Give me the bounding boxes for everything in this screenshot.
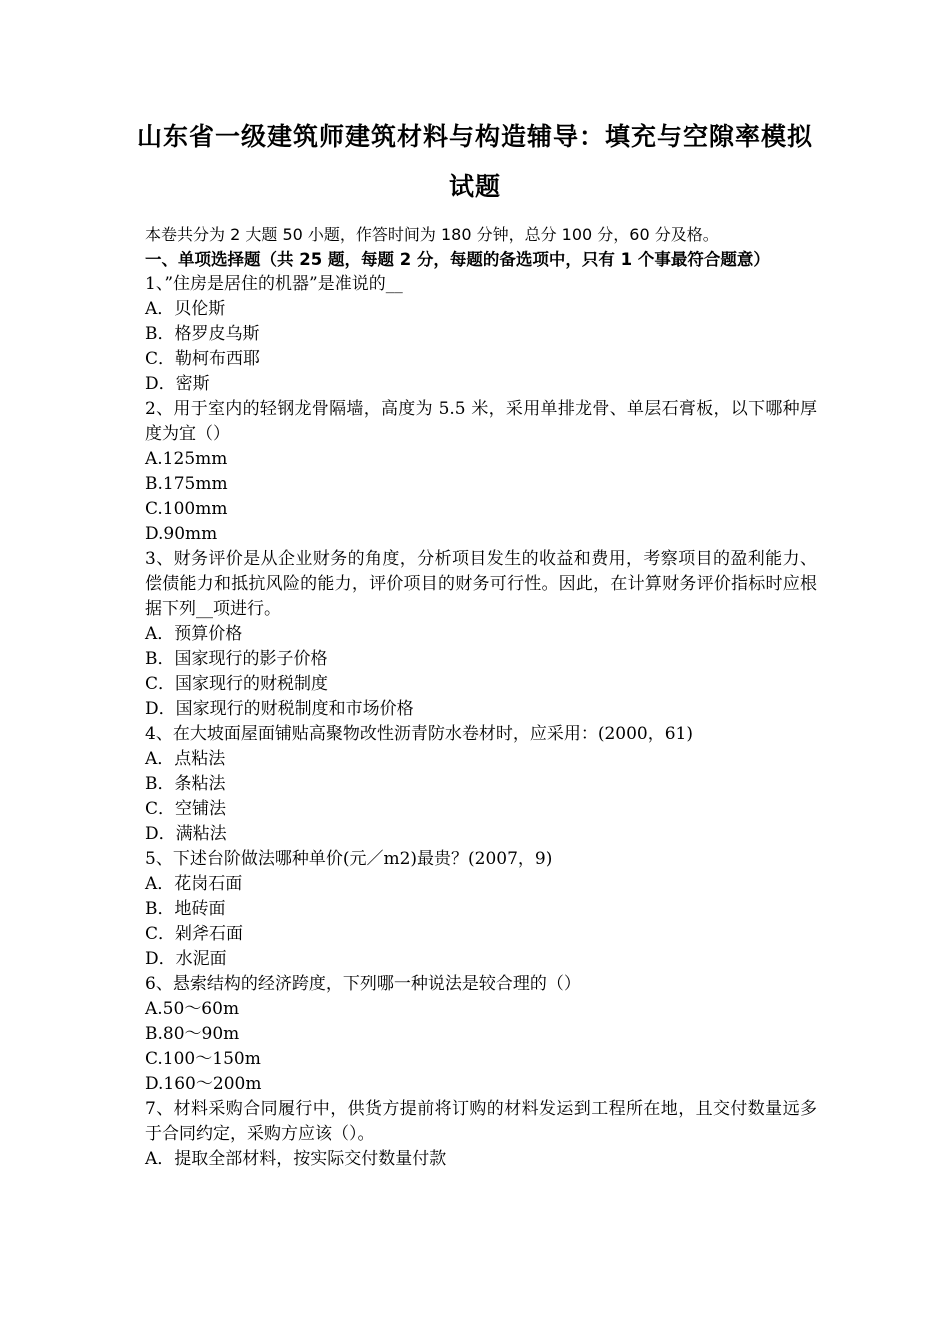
question-block	[145, 547, 817, 722]
document-body	[145, 222, 817, 1172]
document-title-line2: 试题	[448, 172, 501, 201]
question-block	[145, 397, 817, 547]
question-stem: 2、用于室内的轻钢龙骨隔墙，高度为 5.5 米，采用单排龙骨、单层石膏板，以下哪种厚度为宜（）	[145, 399, 817, 444]
question-block	[145, 847, 817, 972]
question-option: B.80～90m	[145, 1024, 240, 1044]
question-option: B．国家现行的影子价格	[145, 649, 328, 669]
question-block	[145, 722, 817, 847]
document-title-line1: 山东省一级建筑师建筑材料与构造辅导：填充与空隙率模拟	[136, 122, 813, 151]
question-option: A.125mm	[145, 449, 228, 469]
question-stem: 5、下述台阶做法哪种单价(元／m2)最贵？(2007，9)	[145, 849, 553, 869]
question-option: B.175mm	[145, 474, 228, 494]
question-option: B．格罗皮乌斯	[145, 324, 260, 344]
question-stem: 6、悬索结构的经济跨度，下列哪一种说法是较合理的（）	[145, 974, 581, 994]
question-option: C．国家现行的财税制度	[145, 674, 329, 694]
question-option: D．水泥面	[145, 949, 227, 969]
question-option: C.100～150m	[145, 1049, 261, 1069]
question-option: D.90mm	[145, 524, 218, 544]
section-heading: 一、单项选择题（共 25 题，每题 2 分，每题的备选项中，只有 1 个事最符合题意）	[145, 250, 770, 269]
question-option: A．花岗石面	[145, 874, 243, 894]
question-option: A．点粘法	[145, 749, 226, 769]
question-option: A．贝伦斯	[145, 299, 226, 319]
question-option: B．地砖面	[145, 899, 226, 919]
question-option: B．条粘法	[145, 774, 226, 794]
question-option: D．国家现行的财税制度和市场价格	[145, 699, 414, 719]
question-option: C．剁斧石面	[145, 924, 244, 944]
question-option: A.50～60m	[145, 999, 240, 1019]
question-block	[145, 1097, 817, 1172]
question-option: C.100mm	[145, 499, 228, 519]
question-block	[145, 972, 817, 1097]
exam-intro: 本卷共分为 2 大题 50 小题，作答时间为 180 分钟，总分 100 分，60 分及格。	[145, 225, 719, 244]
question-option: A．提取全部材料，按实际交付数量付款	[145, 1149, 447, 1169]
question-stem: 3、财务评价是从企业财务的角度，分析项目发生的收益和费用，考察项目的盈利能力、偿债能力和抵抗风险的能力，评价项目的财务可行性。因此，在计算财务评价指标时应根据下列__项进行。	[145, 549, 817, 619]
question-stem: 4、在大坡面屋面铺贴高聚物改性沥青防水卷材时，应采用：(2000，61)	[145, 724, 693, 744]
question-option: D.160～200m	[145, 1074, 262, 1094]
question-option: C．勒柯布西耶	[145, 349, 261, 369]
question-option: C．空铺法	[145, 799, 227, 819]
question-stem: 1、”住房是居住的机器”是准说的__	[145, 274, 403, 294]
question-option: D．满粘法	[145, 824, 227, 844]
question-block	[145, 272, 817, 397]
question-option: A．预算价格	[145, 624, 243, 644]
question-option: D．密斯	[145, 374, 210, 394]
question-stem: 7、材料采购合同履行中，供货方提前将订购的材料发运到工程所在地，且交付数量远多于合同约定，采购方应该（）。	[145, 1099, 817, 1144]
